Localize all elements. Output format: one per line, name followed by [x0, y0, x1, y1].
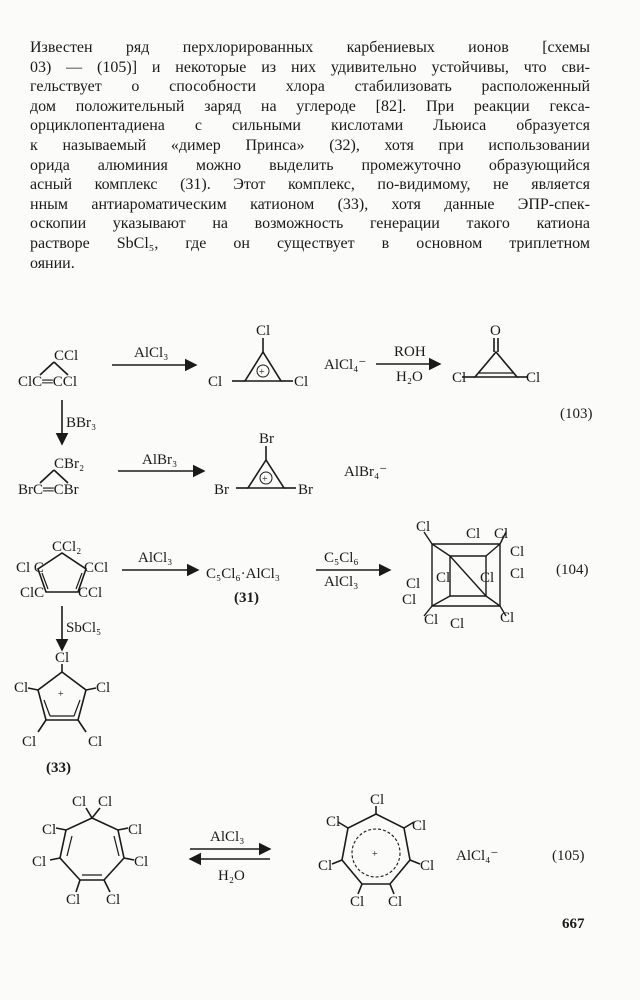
charge-label: + — [259, 367, 265, 378]
text-line: оскопии указывают на возможность генерации такого катиона — [30, 215, 590, 233]
atom-label: Cl — [450, 616, 465, 632]
atom-label: Cl — [106, 892, 121, 908]
atom-label: Cl — [494, 526, 509, 542]
atom-label: Cl — [412, 818, 427, 834]
reagent-label: AlCl₃ — [134, 345, 169, 361]
atom-label: Cl — [128, 822, 143, 838]
scheme-label: (105) — [552, 848, 585, 864]
atom-label: Cl — [42, 822, 57, 838]
atom-label: BrC═CBr — [18, 482, 79, 498]
atom-label: Cl — [436, 570, 451, 586]
text-line: к называемый «димер Принса» (32), хотя при использовании — [30, 136, 590, 154]
charge-label: + — [372, 849, 378, 860]
text-line: орида алюминия можно выделить промежуточно образующийся — [30, 156, 590, 174]
atom-label: O — [490, 323, 501, 339]
reagent-label: AlBr₃ — [142, 452, 178, 468]
text-line: растворе SbCl₅, где он существует в основном триплетном — [30, 234, 590, 252]
reagent-label: H₂O — [218, 868, 245, 884]
atom-label: Cl — [55, 650, 70, 666]
atom-label: ClC═CCl — [18, 374, 77, 390]
atom-label: CCl₂ — [52, 539, 82, 555]
atom-label: ClC — [20, 585, 45, 601]
counter-ion: AlBr₄⁻ — [344, 464, 388, 480]
atom-label: Cl — [208, 374, 223, 390]
text-line: асный комплекс (31). Этот комплекс, по-видимому, не является — [30, 176, 590, 194]
atom-label: Cl — [256, 323, 271, 339]
complex-formula: C₅Cl₆·AlCl₃ — [206, 566, 281, 582]
page-number: 667 — [562, 916, 585, 932]
atom-label: Cl — [96, 680, 111, 696]
atom-label: Cl — [480, 570, 495, 586]
atom-label: Cl — [318, 858, 333, 874]
atom-label: Cl — [388, 894, 403, 910]
atom-label: Br — [214, 482, 229, 498]
scheme103-cyclopropenone — [462, 338, 527, 377]
text-line: оянии. — [30, 254, 75, 272]
atom-label: Cl — [510, 544, 525, 560]
atom-label: Cl — [370, 792, 385, 808]
atom-label: CCl — [78, 585, 103, 601]
text-line: гельствует о способности хлора стабилизовать расположенный — [30, 78, 590, 96]
atom-label: Cl — [88, 734, 103, 750]
counter-ion: AlCl₄⁻ — [324, 357, 367, 373]
atom-label: Cl — [350, 894, 365, 910]
reagent-label: ROH — [394, 344, 426, 360]
atom-label: Cl — [14, 680, 29, 696]
atom-label: Cl — [326, 814, 341, 830]
atom-label: Cl — [406, 576, 421, 592]
compound-number: (31) — [234, 590, 259, 606]
reagent-label: BBr₃ — [66, 415, 97, 431]
reagent-label: SbCl₅ — [66, 620, 102, 636]
atom-label: Cl — [66, 892, 81, 908]
charge-label: + — [58, 689, 64, 700]
scheme105-reactant — [50, 808, 134, 892]
reagent-label: AlCl₃ — [210, 829, 245, 845]
atom-label: Br — [259, 431, 274, 447]
atom-label: Cl — [402, 592, 417, 608]
atom-label: Cl — [420, 858, 435, 874]
compound-number: (33) — [46, 760, 71, 776]
reagent-label: H₂O — [396, 369, 423, 385]
atom-label: Cl — [32, 854, 47, 870]
atom-label: Cl C — [16, 560, 44, 576]
reagent-label: AlCl₃ — [324, 574, 359, 590]
atom-label: Br — [298, 482, 313, 498]
text-line: 03) — (105)] и некоторые из них удивительно устойчивы, что сви- — [30, 58, 590, 76]
atom-label: Cl — [22, 734, 37, 750]
counter-ion: AlCl₄⁻ — [456, 848, 499, 864]
atom-label: Cl — [424, 612, 439, 628]
charge-label: + — [262, 474, 268, 485]
text-line: дом положительный заряд на углероде [82]. При реакции гекса- — [30, 97, 590, 115]
atom-label: Cl — [98, 794, 113, 810]
text-line: орциклопентадиена с сильными кислотами Льюиса образуется — [30, 117, 590, 135]
atom-label: Cl — [526, 370, 541, 386]
scheme-label: (104) — [556, 562, 589, 578]
atom-label: Cl — [452, 370, 467, 386]
atom-label: CCl — [54, 348, 79, 364]
atom-label: CCl — [84, 560, 109, 576]
atom-label: Cl — [510, 566, 525, 582]
atom-label: Cl — [294, 374, 309, 390]
reagent-label: AlCl₃ — [138, 550, 173, 566]
atom-label: Cl — [466, 526, 481, 542]
atom-label: Cl — [500, 610, 515, 626]
scheme-label: (103) — [560, 406, 593, 422]
atom-label: Cl — [72, 794, 87, 810]
atom-label: Cl — [134, 854, 149, 870]
atom-label: Cl — [416, 519, 431, 535]
text-line: нным антиароматическим катионом (33), хотя данные ЭПР-спек- — [30, 195, 590, 213]
reagent-label: C₅Cl₆ — [324, 550, 359, 566]
text-line: Известен ряд перхлорированных карбениевых ионов [схемы — [30, 39, 590, 56]
atom-label: CBr₂ — [54, 456, 85, 472]
